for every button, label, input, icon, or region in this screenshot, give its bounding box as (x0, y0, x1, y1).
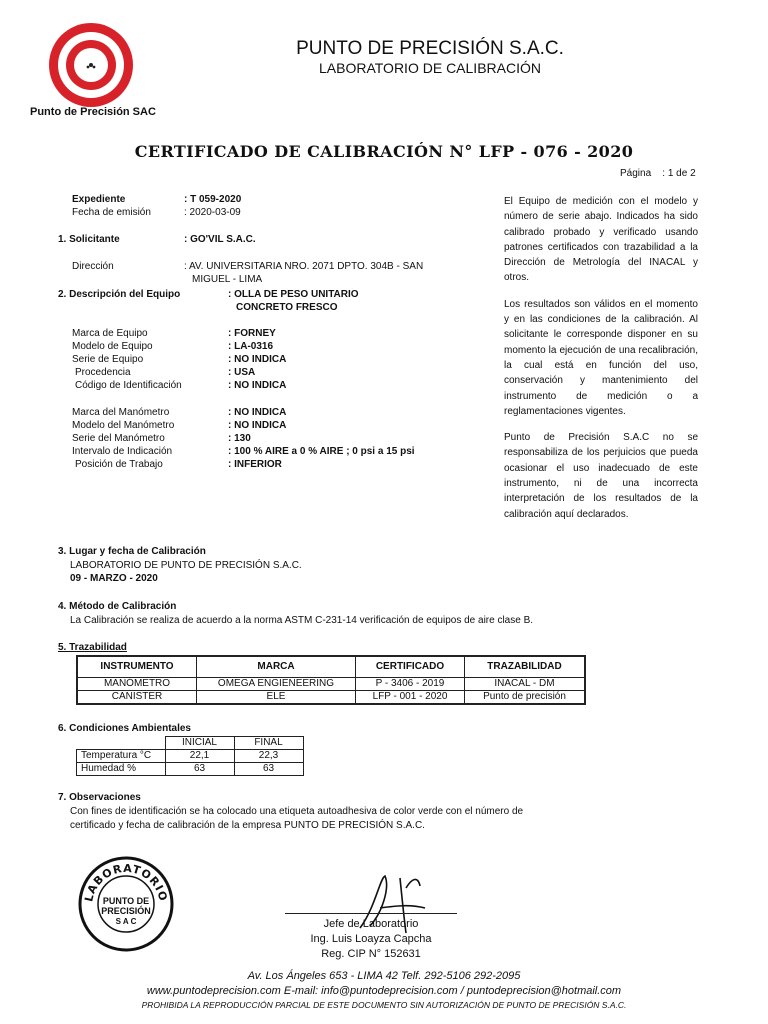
observaciones-line1: Con fines de identificación se ha colocado una etiqueta autoadhesiva de color verde con el número de (70, 806, 524, 817)
manometro-value: : NO INDICA (228, 420, 287, 431)
table-header-row (77, 737, 304, 750)
footer-address: Av. Los Ángeles 653 - LIMA 42 Telf. 292-5106 292-2095 (247, 970, 521, 982)
footer-legal: PROHIBIDA LA REPRODUCCIÓN PARCIAL DE ESTE DOCUMENTO SIN AUTORIZACIÓN DE PUNTO DE PRECISIÓN S.A.C. (141, 1000, 627, 1010)
table-row (77, 691, 585, 705)
notes-column (504, 194, 698, 533)
table-cell: OMEGA ENGIENEERING (197, 678, 356, 691)
lugar-heading: 3. Lugar y fecha de Calibración (58, 546, 206, 557)
column-header: MARCA (197, 656, 356, 678)
table-cell: P - 3406 - 2019 (356, 678, 465, 691)
table-cell: Punto de precisión (465, 691, 586, 705)
manometro-value: : INFERIOR (228, 459, 282, 470)
stamp-line1: PUNTO DE (102, 896, 150, 906)
manometro-label: Posición de Trabajo (75, 459, 163, 470)
expediente-value: : T 059-2020 (184, 194, 242, 205)
manometro-label: Marca del Manómetro (72, 407, 170, 418)
trazabilidad-table (76, 655, 586, 705)
signature-name: Ing. Luis Loayza Capcha (310, 933, 432, 945)
logo-caption: Punto de Precisión SAC (30, 106, 156, 118)
fecha-value: : 2020-03-09 (184, 207, 241, 218)
lugar-place: LABORATORIO DE PUNTO DE PRECISIÓN S.A.C. (70, 560, 302, 571)
condiciones-heading: 6. Condiciones Ambientales (58, 723, 191, 734)
observaciones-line2: certificado y fecha de calibración de la empresa PUNTO DE PRECISIÓN S.A.C. (70, 820, 425, 831)
empty-cell (77, 737, 166, 750)
table-cell: ELE (197, 691, 356, 705)
condiciones-table (76, 736, 304, 776)
table-cell: 63 (234, 763, 303, 776)
fecha-label: Fecha de emisión (72, 207, 151, 218)
stamp-arc-text: LABORATORIO (82, 861, 170, 904)
table-cell: INACAL - DM (465, 678, 586, 691)
company-logo-target (48, 22, 134, 108)
certificate-title: CERTIFICADO DE CALIBRACIÓN N° LFP - 076 - 2020 (134, 142, 634, 161)
field-value: : NO INDICA (228, 354, 287, 365)
field-value: : USA (228, 367, 256, 378)
table-row (77, 750, 304, 763)
table-cell: CANISTER (77, 691, 197, 705)
page-label: Página (620, 168, 652, 179)
manometro-value: : 130 (228, 433, 251, 444)
manometro-label: Modelo del Manómetro (72, 420, 175, 431)
field-label: Marca de Equipo (72, 328, 148, 339)
manometro-value: : 100 % AIRE a 0 % AIRE ; 0 psi a 15 psi (228, 446, 415, 457)
table-cell: 63 (165, 763, 234, 776)
column-header: INSTRUMENTO (77, 656, 197, 678)
column-header: FINAL (234, 737, 303, 750)
equipo-desc-line1: : OLLA DE PESO UNITARIO (228, 289, 359, 300)
company-name: PUNTO DE PRECISIÓN S.A.C. (296, 38, 564, 59)
field-label: Serie de Equipo (72, 354, 144, 365)
field-value: : FORNEY (228, 328, 276, 339)
page-value: : 1 de 2 (662, 168, 696, 179)
company-subtitle: LABORATORIO DE CALIBRACIÓN (319, 60, 541, 76)
solicitante-heading: 1. Solicitante (58, 234, 120, 245)
note-paragraph: Punto de Precisión S.A.C no se responsabiliza de los perjuicios que pueda ocasionar el uso inadecuado de este instrumento, ni de una incorrecta interpretación de los resultados de la calibración aquí declarados. (504, 432, 698, 520)
manometro-value: : NO INDICA (228, 407, 287, 418)
stamp-line3: S A C (115, 917, 137, 926)
lugar-date: 09 - MARZO - 2020 (70, 573, 158, 584)
table-cell: 22,1 (165, 750, 234, 763)
column-header: INICIAL (165, 737, 234, 750)
stamp-line2: PRECISIÓN (101, 906, 151, 916)
solicitante-value: : GO'VIL S.A.C. (184, 234, 256, 245)
metodo-heading: 4. Método de Calibración (58, 601, 177, 612)
field-label: Procedencia (75, 367, 131, 378)
direccion-line2: MIGUEL - LIMA (192, 274, 263, 285)
manometro-label: Serie del Manómetro (72, 433, 165, 444)
note-paragraph: Los resultados son válidos en el momento y en las condiciones de la calibración. Al solicitante le corresponde disponer en su momento la ejecución de una recalibración, la cual está en función del uso, conservación y mantenimiento del instrumento de medición o a reglamentaciones vigentes. (504, 298, 698, 417)
laboratory-stamp (78, 856, 174, 952)
table-row (77, 763, 304, 776)
equipo-desc-line2: CONCRETO FRESCO (236, 302, 338, 313)
signature-role: Jefe de Laboratorio (323, 918, 419, 930)
field-label: Código de Identificación (75, 380, 182, 391)
signature-line (285, 913, 457, 914)
table-header-row (77, 656, 585, 678)
field-label: Modelo de Equipo (72, 341, 153, 352)
row-label: Temperatura °C (77, 750, 166, 763)
observaciones-heading: 7. Observaciones (58, 792, 141, 803)
table-cell: LFP - 001 - 2020 (356, 691, 465, 705)
note-paragraph: El Equipo de medición con el modelo y número de serie abajo. Indicados ha sido calibrado probado y verificado usando patrones certificados con trazabilidad a la Dirección de Metrología del INACAL y otros. (504, 196, 698, 284)
direccion-label: Dirección (72, 261, 114, 272)
field-value: : NO INDICA (228, 380, 287, 391)
table-cell: 22,3 (234, 750, 303, 763)
page-indicator (620, 168, 696, 179)
column-header: CERTIFICADO (356, 656, 465, 678)
table-cell: MANÓMETRO (77, 678, 197, 691)
expediente-label: Expediente (72, 194, 126, 205)
table-row (77, 678, 585, 691)
row-label: Humedad % (77, 763, 166, 776)
equipo-heading: 2. Descripción del Equipo (58, 289, 181, 300)
trazabilidad-heading: 5. Trazabilidad (58, 642, 127, 653)
footer-contact: www.puntodeprecision.com E-mail: info@puntodeprecision.com / puntodeprecision@hotmail.com (146, 985, 622, 997)
manometro-label: Intervalo de Indicación (72, 446, 173, 457)
metodo-text: La Calibración se realiza de acuerdo a la norma ASTM C-231-14 verificación de equipos de aire clase B. (70, 615, 534, 626)
direccion-line1: : AV. UNIVERSITARIA NRO. 2071 DPTO. 304B - SAN (184, 261, 424, 272)
signature-reg: Reg. CIP N° 152631 (321, 948, 421, 960)
column-header: TRAZABILIDAD (465, 656, 586, 678)
field-value: : LA-0316 (228, 341, 274, 352)
